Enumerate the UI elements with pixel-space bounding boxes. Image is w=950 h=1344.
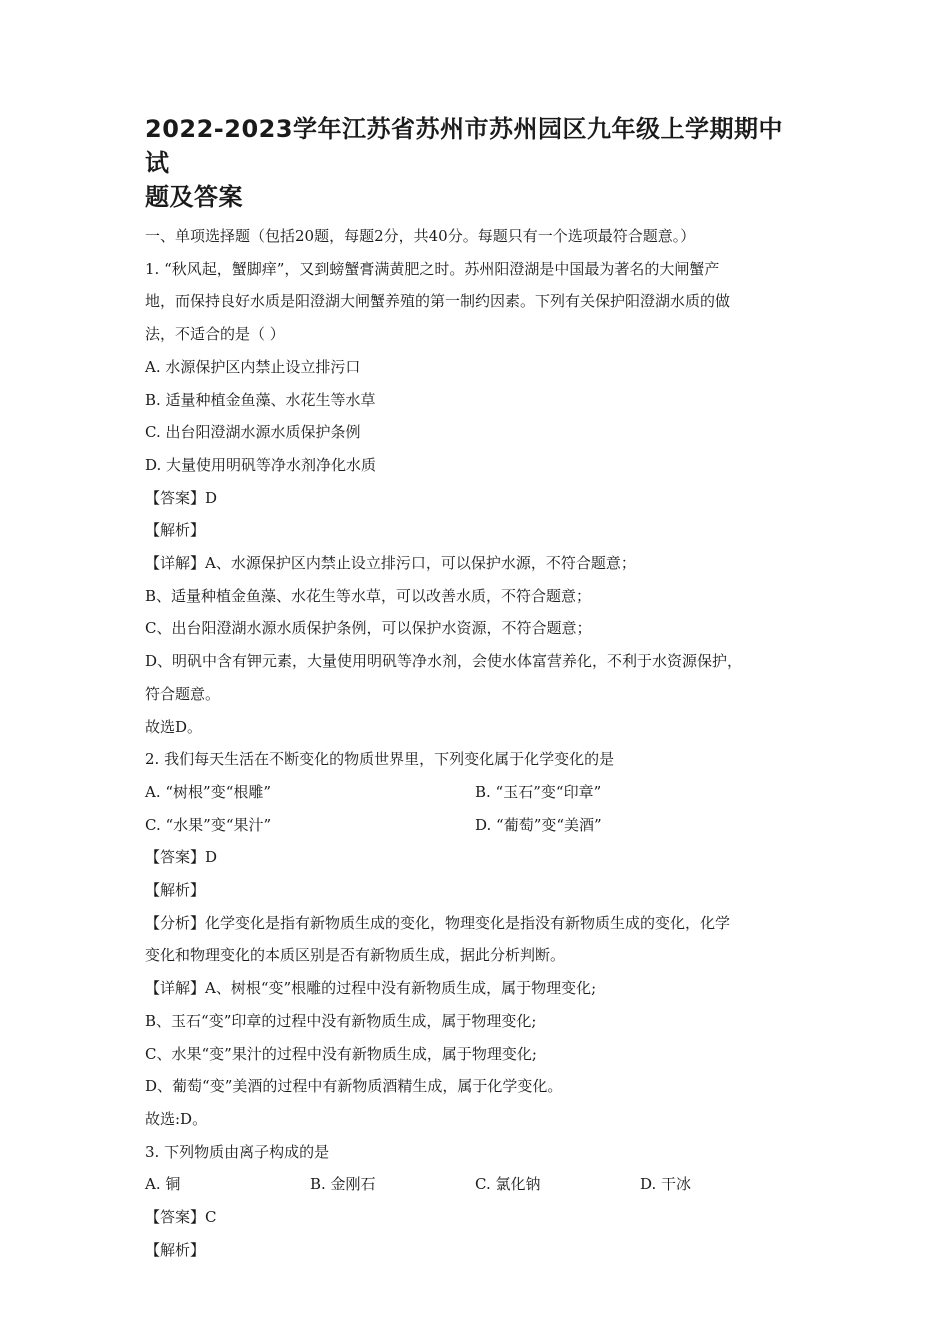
q1-detail-line-2: B、适量种植金鱼藻、水花生等水草，可以改善水质，不符合题意； <box>145 586 592 605</box>
question-1 <box>145 253 805 744</box>
q2-option-d: D. “葡萄”变“美酒” <box>475 815 602 834</box>
q2-options-row-1 <box>145 776 805 809</box>
q2-fenxi-line-2: 变化和物理变化的本质区别是否有新物质生成，据此分析判断。 <box>145 946 566 965</box>
q2-analysis-tag: 【解析】 <box>145 881 206 900</box>
q1-option-d: D. 大量使用明矾等净水剂净化水质 <box>145 455 377 474</box>
q1-answer-tag: 【答案】 <box>145 488 206 507</box>
q1-detail-line-1: 【详解】A、水源保护区内禁止设立排污口，可以保护水源，不符合题意； <box>145 554 636 573</box>
q1-answer-value: D <box>205 488 218 507</box>
q3-answer <box>145 1201 805 1234</box>
q2-fenxi-line-1: 【分析】化学变化是指有新物质生成的变化，物理变化是指没有新物质生成的变化，化学 <box>145 913 731 932</box>
q2-detail-line-2: B、玉石“变”印章的过程中没有新物质生成，属于物理变化; <box>145 1011 537 1030</box>
q1-detail-line-5: 符合题意。 <box>145 684 221 703</box>
q2-option-c: C. “水果”变“果汁” <box>145 815 272 834</box>
question-2 <box>145 743 805 1135</box>
q3-options-row <box>145 1168 805 1201</box>
question-3 <box>145 1136 805 1267</box>
q1-option-b: B. 适量种植金鱼藻、水花生等水草 <box>145 390 376 409</box>
q2-answer <box>145 841 805 874</box>
q1-analysis-tag: 【解析】 <box>145 521 206 540</box>
title-line-1: 2022-2023学年江苏省苏州市苏州园区九年级上学期期中试 <box>145 115 784 177</box>
q1-detail-line-3: C、出台阳澄湖水源水质保护条例，可以保护水资源，不符合题意； <box>145 619 592 638</box>
q1-stem-line-2: 地，而保持良好水质是阳澄湖大闸蟹养殖的第一制约因素。下列有关保护阳澄湖水质的做 <box>145 292 731 311</box>
q2-option-b: B. “玉石”变“印章” <box>475 782 602 801</box>
document-title <box>145 112 805 214</box>
q3-option-a: A. 铜 <box>145 1175 181 1194</box>
q2-option-a: A. “树根”变“根雕” <box>145 782 272 801</box>
q1-stem-line-1: 1. “秋风起，蟹脚痒”，又到螃蟹膏满黄肥之时。苏州阳澄湖是中国最为著名的大闸蟹产 <box>145 259 720 278</box>
section-heading: 一、单项选择题（包括20题，每题2分，共40分。每题只有一个选项最符合题意。） <box>145 227 696 245</box>
q1-stem-line-3: 法，不适合的是（ ） <box>145 325 285 344</box>
q2-detail-line-3: C、水果“变”果汁的过程中没有新物质生成，属于物理变化; <box>145 1044 537 1063</box>
q2-detail-line-1: 【详解】A、树根“变”根雕的过程中没有新物质生成，属于物理变化; <box>145 979 597 998</box>
q3-option-c: C. 氯化钠 <box>475 1175 541 1194</box>
q2-answer-value: D <box>205 848 218 867</box>
q2-detail-line-4: D、葡萄“变”美酒的过程中有新物质酒精生成，属于化学变化。 <box>145 1077 563 1096</box>
q3-stem: 3. 下列物质由离子构成的是 <box>145 1142 330 1161</box>
q1-answer <box>145 482 805 515</box>
q1-detail-line-4: D、明矾中含有钾元素，大量使用明矾等净水剂，会使水体富营养化，不利于水资源保护， <box>145 652 743 671</box>
q2-stem: 2. 我们每天生活在不断变化的物质世界里，下列变化属于化学变化的是 <box>145 750 615 769</box>
q2-conclusion: 故选:D。 <box>145 1109 208 1128</box>
q3-analysis-tag: 【解析】 <box>145 1240 206 1259</box>
q3-answer-tag: 【答案】 <box>145 1208 206 1227</box>
q3-option-b: B. 金刚石 <box>310 1175 376 1194</box>
q2-answer-tag: 【答案】 <box>145 848 206 867</box>
q1-option-a: A. 水源保护区内禁止设立排污口 <box>145 357 361 376</box>
document-page <box>145 112 805 1267</box>
q1-conclusion: 故选D。 <box>145 717 203 736</box>
q1-option-c: C. 出台阳澄湖水源水质保护条例 <box>145 423 361 442</box>
q3-answer-value: C <box>205 1208 217 1227</box>
q2-options-row-2 <box>145 809 805 842</box>
q3-option-d: D. 干冰 <box>640 1175 692 1194</box>
title-line-2: 题及答案 <box>145 183 243 211</box>
